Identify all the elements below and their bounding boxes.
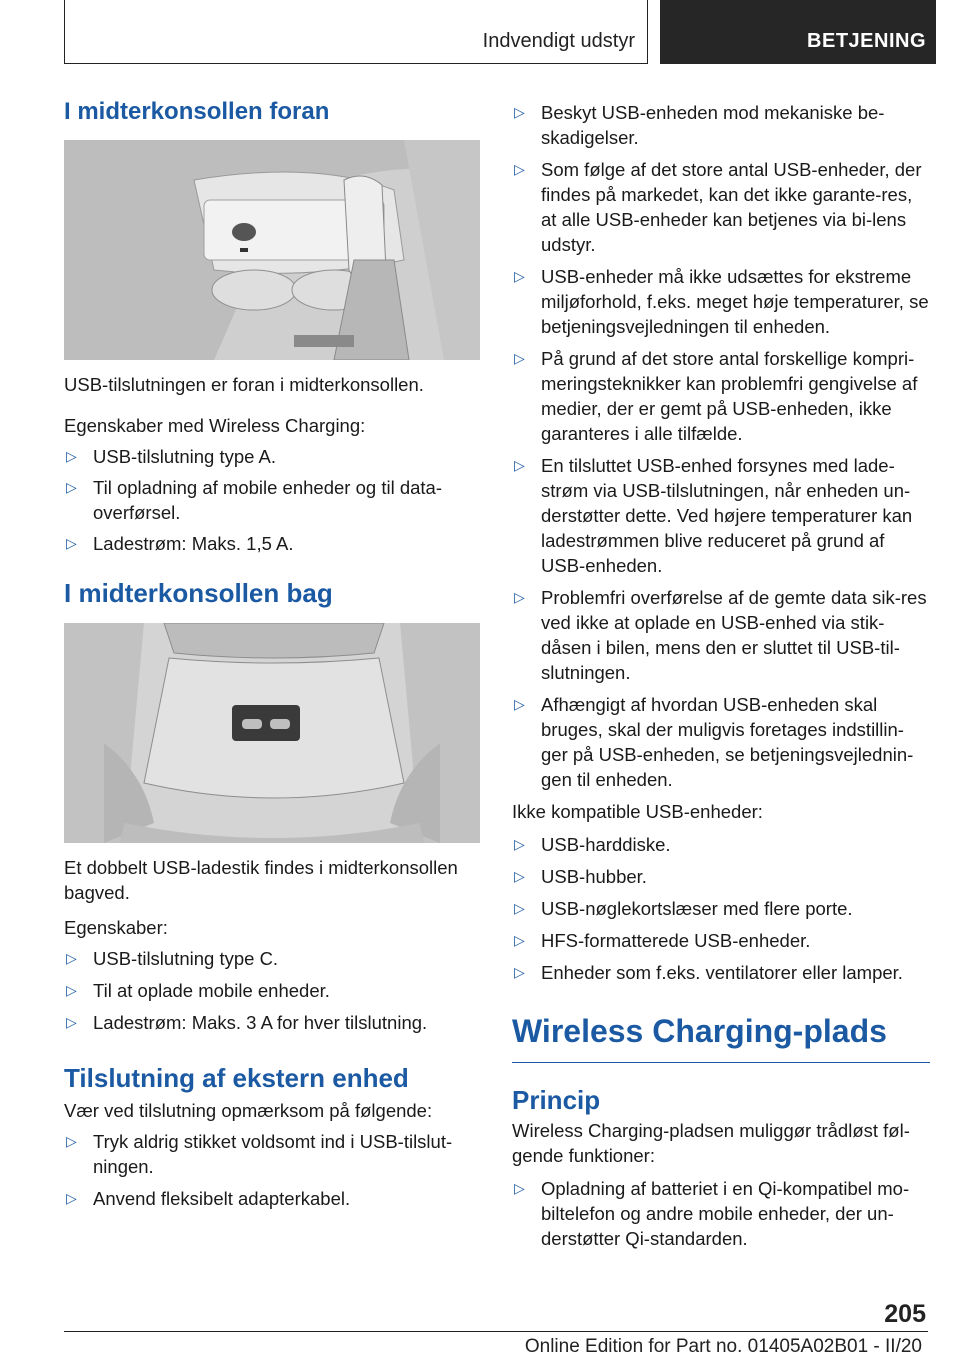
bullet-triangle-icon: ▷ [66,950,77,966]
chapter-title-wireless-charging: Wireless Charging-plads [512,1013,930,1063]
bullet-triangle-icon: ▷ [66,535,77,551]
bullet-triangle-icon: ▷ [514,268,525,284]
list-item: ▷ Ladestrøm: Maks. 3 A for hver tilslutning. [66,1012,428,1033]
header-chapter-title: BETJENING [807,30,926,52]
list-item: ▷ USB-hubber. [514,866,647,887]
bullet-triangle-icon: ▷ [514,932,525,948]
list-item: ▷ USB-nøglekortslæser med flere porte. [514,898,853,919]
list-item: ▷ Som følge af det store antal USB-enheder, der findes på markedet, kan det ikke garante-res, at alle USB-enheder kan betjenes via bi-lens udstyr. [514,159,922,255]
list-usb-notes [512,100,930,792]
right-column [512,100,930,1251]
footer-edition: Online Edition for Part no. 01405A02B01 - II/20 [524,1336,922,1357]
heading-front-console: I midterkonsollen foran [64,98,330,125]
heading-principle: Princip [512,1085,601,1115]
bullet-triangle-icon: ▷ [514,836,525,852]
front-console-photo [64,140,480,360]
bullet-triangle-icon: ▷ [66,982,77,998]
header-section-tab [64,0,648,64]
list-item: ▷ Problemfri overførelse af de gemte data sik-res ved ikke at oplade en USB-enhed via stik-dåsen i bilen, mens den er sluttet til USB-til-slutningen. [514,587,927,683]
bullet-triangle-icon: ▷ [514,350,525,366]
left-column [64,98,482,1211]
bullet-triangle-icon: ▷ [66,1133,77,1149]
list-item: ▷ Enheder som f.eks. ventilatorer eller lamper. [514,962,903,983]
list-item: ▷ Til opladning af mobile enheder og til data-overførsel. [66,477,442,523]
intro-incompatible-devices: Ikke kompatible USB-enheder: [512,801,763,822]
front-console-illustration [64,140,480,360]
intro-rear-properties: Egenskaber: [64,917,168,938]
bullet-triangle-icon: ▷ [514,457,525,473]
intro-front-properties: Egenskaber med Wireless Charging: [64,415,366,436]
rear-console-illustration [64,623,480,843]
list-item: ▷ Anvend fleksibelt adapterkabel. [66,1188,351,1209]
bullet-triangle-icon: ▷ [514,1180,525,1196]
list-item: ▷ HFS-formatterede USB-enheder. [514,930,811,951]
bullet-triangle-icon: ▷ [514,900,525,916]
caption-front: USB-tilslutningen er foran i midterkonsollen. [64,374,424,395]
list-item: ▷ En tilsluttet USB-enhed forsynes med lade-strøm via USB-tilslutningen, når enheden un-derstøtter dette. Ved højere temperaturer kan ladestrømmen blive reduceret på grund af USB-enheden. [514,455,913,576]
rear-console-photo [64,623,480,843]
list-item: ▷ Opladning af batteriet i en Qi-kompatibel mo-biltelefon og andre mobile enheder, der un-derstøtter Qi-standarden. [514,1178,910,1249]
bullet-triangle-icon: ▷ [66,479,77,495]
list-item: ▷ Afhængigt af hvordan USB-enheden skal bruges, skal der muligvis foretages indstillin-ger på USB-enheden, se betjeningsvejlednin-gen til enheden. [514,694,914,790]
list-rear-properties [64,946,482,1035]
header-chapter-tab [660,0,936,64]
list-item: ▷ Ladestrøm: Maks. 1,5 A. [66,533,294,554]
bullet-triangle-icon: ▷ [66,1014,77,1030]
bullet-triangle-icon: ▷ [514,696,525,712]
footer-divider [64,1331,928,1332]
list-principle-functions [512,1176,930,1251]
list-item: ▷ USB-enheder må ikke udsættes for ekstreme miljøforhold, f.eks. meget høje temperaturer, se betjeningsvejledningen til enheden. [514,266,929,337]
caption-rear: Et dobbelt USB-ladestik findes i midterkonsollen bagved. [64,857,458,903]
bullet-triangle-icon: ▷ [514,868,525,884]
bullet-triangle-icon: ▷ [514,104,525,120]
heading-rear-console: I midterkonsollen bag [64,578,333,608]
list-item: ▷ På grund af det store antal forskellige kompri-meringsteknikker kan problemfri gengivelse af medier, der er gemt på USB-enheden, ikke garanteres i alle tilfælde. [514,348,918,444]
bullet-triangle-icon: ▷ [514,161,525,177]
list-connect-external [64,1129,482,1211]
bullet-triangle-icon: ▷ [66,1190,77,1206]
intro-connect-external: Vær ved tilslutning opmærksom på følgende: [64,1100,433,1121]
header-section-title: Indvendigt udstyr [482,30,635,52]
list-incompatible-devices [512,832,930,985]
bullet-triangle-icon: ▷ [514,589,525,605]
bullet-triangle-icon: ▷ [514,964,525,980]
list-item: ▷ Til at oplade mobile enheder. [66,980,330,1001]
list-item: ▷ USB-harddiske. [514,834,671,855]
list-front-properties [64,444,482,556]
list-item: ▷ USB-tilslutning type C. [66,948,279,969]
list-item: ▷ Beskyt USB-enheden mod mekaniske be-skadigelser. [514,102,885,148]
bullet-triangle-icon: ▷ [66,448,77,464]
principle-text: Wireless Charging-pladsen muliggør trådløst føl-gende funktioner: [512,1120,910,1166]
list-item: ▷ USB-tilslutning type A. [66,446,277,467]
heading-connect-external: Tilslutning af ekstern enhed [64,1063,409,1093]
page-number: 205 [884,1300,926,1328]
list-item: ▷ Tryk aldrig stikket voldsomt ind i USB-tilslut-ningen. [66,1131,453,1177]
